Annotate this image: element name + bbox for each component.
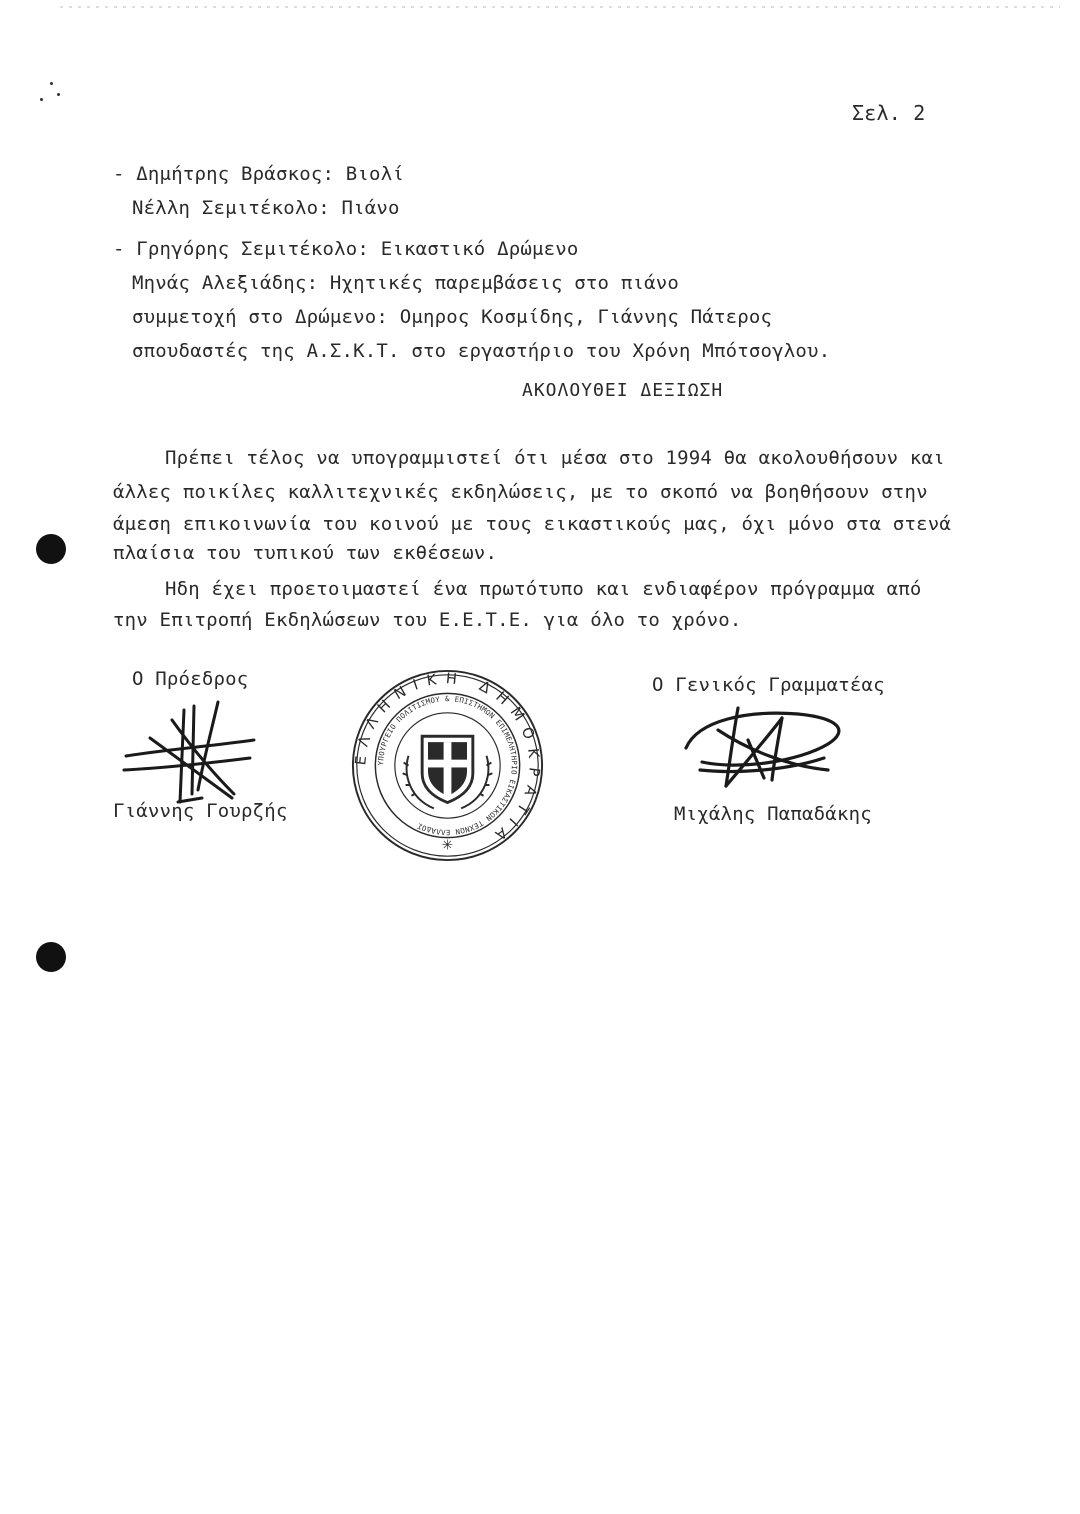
scan-speck [40, 98, 43, 101]
paragraph-line: άμεση επικοινωνία του κοινού με τους εικαστικούς μας, όχι μόνο στα στενά [113, 513, 952, 535]
president-title: Ο Πρόεδρος [132, 668, 249, 690]
program-line: - Γρηγόρης Σεμιτέκολο: Εικαστικό Δρώμενο [113, 238, 579, 260]
svg-text:ΕΛΛΗΝΙΚΗ ΔΗΜΟΚΡΑΤΙΑ: ΕΛΛΗΝΙΚΗ ΔΗΜΟΚΡΑΤΙΑ [352, 670, 543, 849]
official-seal-icon [350, 668, 545, 863]
program-line: συμμετοχή στο Δρώμενο: Ομηρος Κοσμίδης, Γιάννης Πάτερος [132, 306, 773, 328]
program-line: σπουδαστές της Α.Σ.Κ.Τ. στο εργαστήριο του Χρόνη Μπότσογλου. [132, 340, 831, 362]
program-line: - Δημήτρης Βράσκος: Βιολί [113, 163, 404, 185]
punch-hole [36, 534, 66, 564]
paragraph-line: πλαίσια του τυπικού των εκθέσεων. [113, 542, 498, 564]
president-name: Γιάννης Γουρζής [113, 800, 288, 822]
scan-speck [57, 93, 60, 96]
program-line: Μηνάς Αλεξιάδης: Ηχητικές παρεμβάσεις στο πιάνο [132, 272, 680, 294]
paragraph-line: Ηδη έχει προετοιμαστεί ένα πρωτότυπο και ενδιαφέρον πρόγραμμα από [165, 578, 922, 600]
paragraph-line: άλλες ποικίλες καλλιτεχνικές εκδηλώσεις, με το σκοπό να βοηθήσουν στην [113, 481, 928, 503]
svg-text:✳: ✳ [441, 837, 454, 854]
paragraph-line: την Επιτροπή Εκδηλώσεων του Ε.Ε.Τ.Ε. για όλο το χρόνο. [113, 609, 742, 631]
secretary-name: Μιχάλης Παπαδάκης [674, 803, 872, 825]
president-signature-icon [122, 698, 262, 808]
punch-hole [36, 942, 66, 972]
secretary-title: Ο Γενικός Γραμματέας [652, 674, 885, 696]
scan-artifact-line [60, 6, 1060, 8]
page-number: Σελ. 2 [852, 101, 926, 125]
reception-heading: ΑΚΟΛΟΥΘΕΙ ΔΕΞΙΩΣΗ [522, 380, 724, 401]
scan-speck [50, 82, 53, 85]
svg-text:ΥΠΟΥΡΓΕΙΟ ΠΟΛΙΤΙΣΜΟΥ & ΕΠΙΣΤΗΜ: ΥΠΟΥΡΓΕΙΟ ΠΟΛΙΤΙΣΜΟΥ & ΕΠΙΣΤΗΜΩΝ ΕΠΙΜΕΛΗΤΗΡΙΟ ΕΙΚΑΣΤΙΚΩΝ ΤΕΧΝΩΝ ΕΛΛΑΔΟΣ [376, 694, 519, 837]
secretary-signature-icon [678, 700, 853, 795]
paragraph-line: Πρέπει τέλος να υπογραμμιστεί ότι μέσα στο 1994 θα ακολουθήσουν και [165, 447, 945, 469]
program-line: Νέλλη Σεμιτέκολο: Πιάνο [132, 197, 400, 219]
